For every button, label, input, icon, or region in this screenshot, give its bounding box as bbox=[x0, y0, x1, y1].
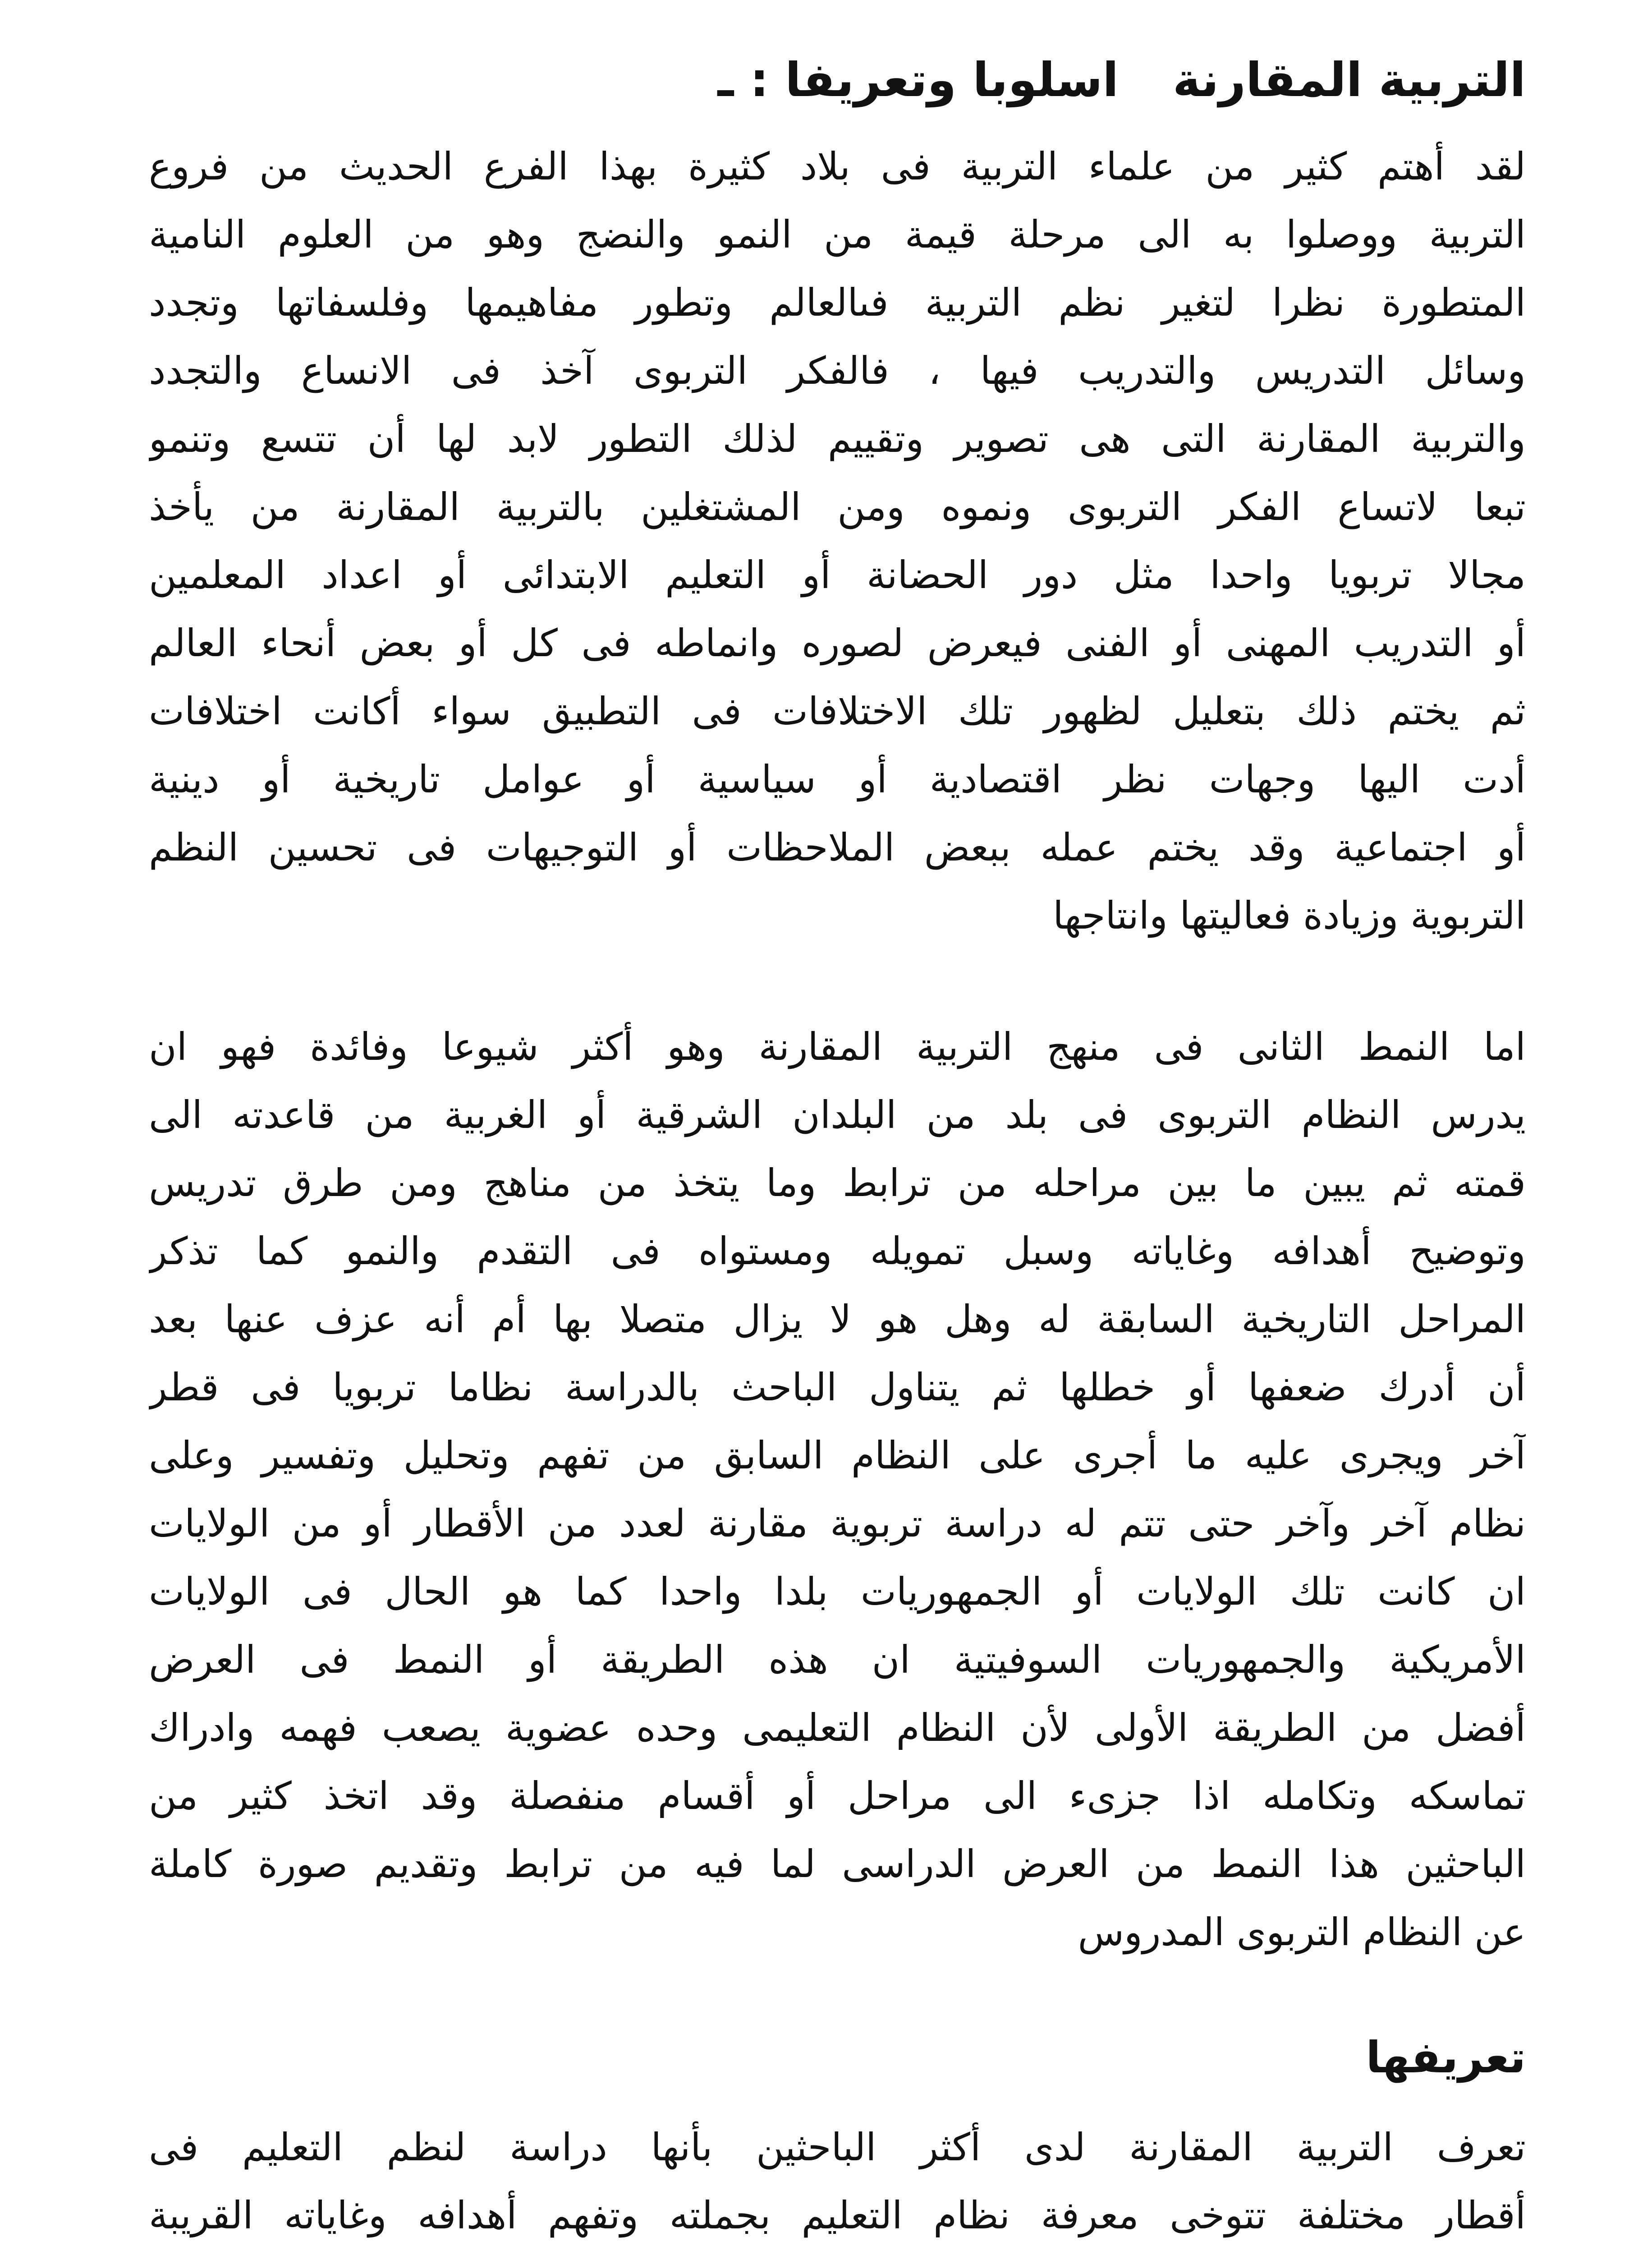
paragraph-3 bbox=[149, 2113, 1526, 2255]
book-page bbox=[149, 54, 1526, 2255]
text-line: أفضل من الطريقة الأولى لأن النظام التعليمى وحده عضوية يصعب فهمه وادراك bbox=[149, 1706, 1526, 1750]
text-line: وسائل التدريس والتدريب فيها ، فالفكر التربوى آخذ فى الانساع والتجدد bbox=[149, 349, 1526, 393]
definition-heading: تعريفها bbox=[1366, 2032, 1526, 2083]
text-line: الأمريكية والجمهوريات السوفيتية ان هذه الطريقة أو النمط فى العرض bbox=[149, 1638, 1526, 1682]
text-line: أدت اليها وجهات نظر اقتصادية أو سياسية أو عوامل تاريخية أو دينية bbox=[149, 757, 1526, 802]
text-line: أن أدرك ضعفها أو خطلها ثم يتناول الباحث بالدراسة نظاما تربويا فى قطر bbox=[149, 1365, 1526, 1410]
paragraph-1 bbox=[149, 133, 1526, 950]
text-line: أو اجتماعية وقد يختم عمله ببعض الملاحظات أو التوجيهات فى تحسين النظم bbox=[149, 825, 1526, 870]
text-line: ثم يختم ذلك بتعليل لظهور تلك الاختلافات فى التطبيق سواء أكانت اختلافات bbox=[149, 689, 1526, 734]
text-line: قمته ثم يبين ما بين مراحله من ترابط وما يتخذ من مناهج ومن طرق تدريس bbox=[149, 1161, 1526, 1206]
text-line: المتطورة نظرا لتغير نظم التربية فىالعالم وتطور مفاهيمها وفلسفاتها وتجدد bbox=[149, 281, 1526, 325]
text-line bbox=[149, 2250, 1526, 2255]
text-line: لقد أهتم كثير من علماء التربية فى بلاد كثيرة بهذا الفرع الحديث من فروع bbox=[149, 144, 1526, 189]
header-title: التربية المقارنة bbox=[1173, 52, 1526, 107]
text-line: مجالا تربويا واحدا مثل دور الحضانة أو التعليم الابتدائى أو اعداد المعلمين bbox=[149, 553, 1526, 598]
text-line: وتوضيح أهدافه وغاياته وسبل تمويله ومستواه فى التقدم والنمو كما تذكر bbox=[149, 1229, 1526, 1274]
text-line: عن النظام التربوى المدروس bbox=[1078, 1910, 1526, 1955]
text-line: أو التدريب المهنى أو الفنى فيعرض لصوره وانماطه فى كل أو بعض أنحاء العالم bbox=[149, 621, 1526, 666]
text-line: المراحل التاريخية السابقة له وهل هو لا يزال متصلا بها أم أنه عزف عنها بعد bbox=[149, 1297, 1526, 1342]
text-line: الباحثين هذا النمط من العرض الدراسى لما فيه من ترابط وتقديم صورة كاملة bbox=[149, 1842, 1526, 1887]
text-line: التربوية وزيادة فعاليتها وانتاجها bbox=[1053, 893, 1526, 938]
text-line: تعرف التربية المقارنة لدى أكثر الباحثين بأنها دراسة لنظم التعليم فى bbox=[149, 2125, 1526, 2169]
text-line: يدرس النظام التربوى فى بلد من البلدان الشرقية أو الغربية من قاعدته الى bbox=[149, 1093, 1526, 1137]
text-line: أقطار مختلفة تتوخى معرفة نظام التعليم بجملته وتفهم أهدافه وغاياته القريبة bbox=[149, 2193, 1526, 2237]
text-line: نظام آخر وآخر حتى تتم له دراسة تربوية مقارنة لعدد من الأقطار أو من الولايات bbox=[149, 1501, 1526, 1546]
text-line: ان كانت تلك الولايات أو الجمهوريات بلدا واحدا كما هو الحال فى الولايات bbox=[149, 1569, 1526, 1614]
page-header bbox=[149, 54, 1526, 106]
text-line: تماسكه وتكامله اذا جزىء الى مراحل أو أقسام منفصلة وقد اتخذ كثير من bbox=[149, 1774, 1526, 1818]
text-line: اما النمط الثانى فى منهج التربية المقارنة وهو أكثر شيوعا وفائدة فهو ان bbox=[149, 1025, 1526, 1069]
header-subtitle: اسلوبا وتعريفا : ـ bbox=[717, 52, 1119, 107]
text-line: تبعا لاتساع الفكر التربوى ونموه ومن المشتغلين بالتربية المقارنة من يأخذ bbox=[149, 485, 1526, 529]
paragraph-2 bbox=[149, 1013, 1526, 1966]
text-line: آخر ويجرى عليه ما أجرى على النظام السابق من تفهم وتحليل وتفسير وعلى bbox=[149, 1433, 1526, 1478]
text-line: والتربية المقارنة التى هى تصوير وتقييم لذلك التطور لابد لها أن تتسع وتنمو bbox=[149, 417, 1526, 461]
text-line: التربية ووصلوا به الى مرحلة قيمة من النمو والنضج وهو من العلوم النامية bbox=[149, 212, 1526, 257]
